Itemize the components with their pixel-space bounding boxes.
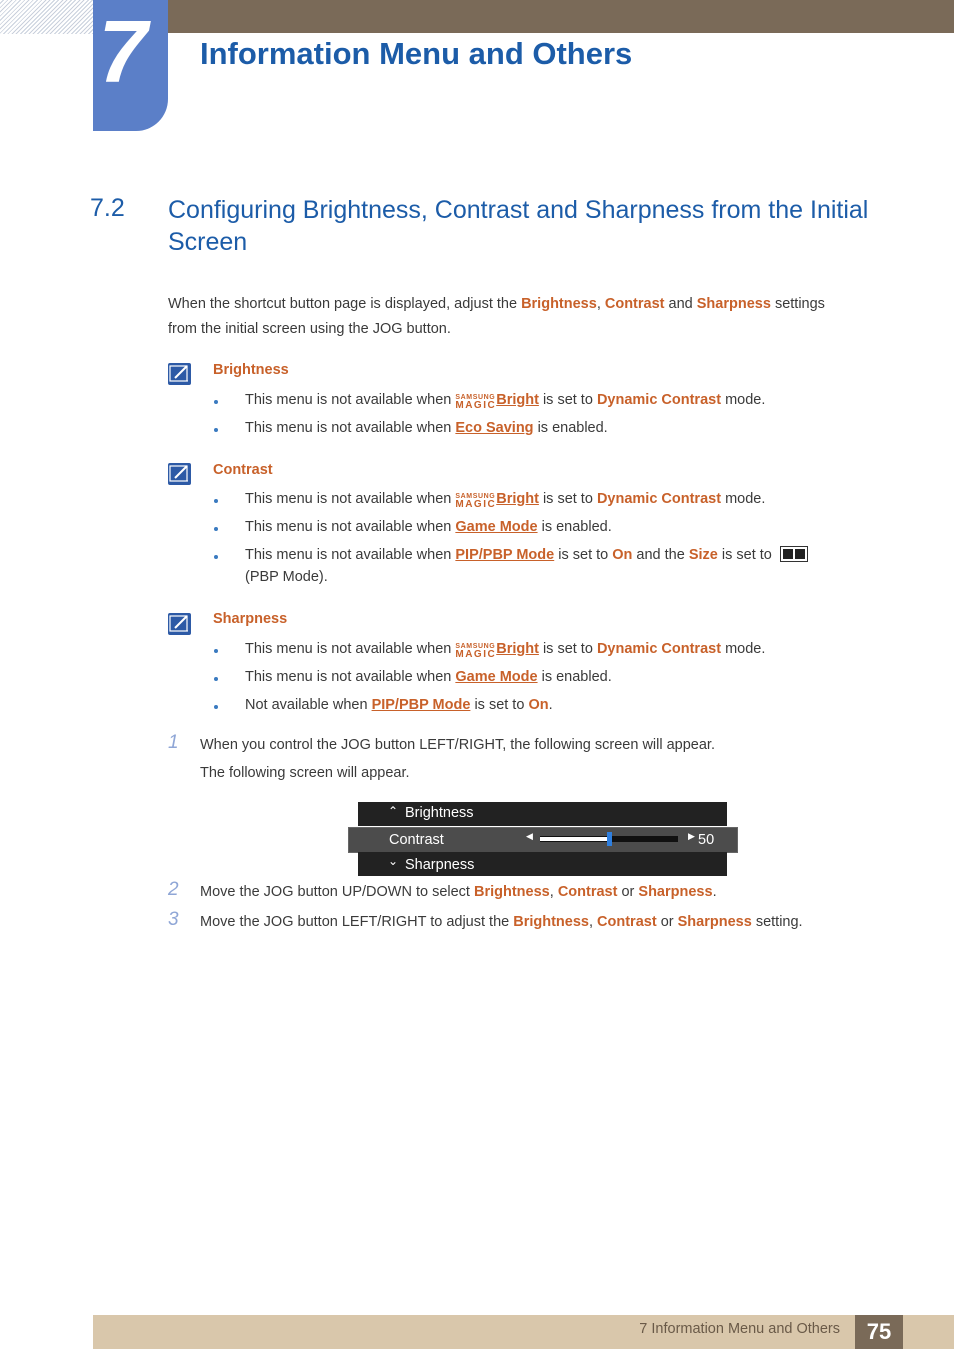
bullet-text: is enabled. [541, 669, 612, 685]
value-size: Size [688, 547, 718, 563]
osd-row-brightness[interactable] [358, 802, 727, 826]
left-arrow-icon[interactable]: ◀ [526, 831, 533, 841]
step-text-part: or [660, 914, 674, 930]
note-bullet [245, 517, 612, 537]
link-pip-pbp-mode[interactable]: PIP/PBP Mode [455, 547, 555, 563]
bullet-text: is set to [542, 641, 593, 657]
slider-fill [540, 837, 609, 841]
comma: , [588, 914, 594, 930]
osd-label: Sharpness [405, 857, 475, 873]
term-brightness: Brightness [474, 884, 550, 900]
bullet-text: is set to [558, 547, 609, 563]
value-dynamic-contrast: Dynamic Contrast [596, 392, 722, 408]
bullet-text: This menu is not available when [245, 491, 452, 507]
bullet-text: This menu is not available when [245, 669, 452, 685]
step-text-part: . [712, 884, 717, 900]
bullet [214, 705, 218, 709]
term-sharpness: Sharpness [638, 884, 713, 900]
note-icon [168, 463, 191, 485]
chevron-up-icon: ⌃ [388, 804, 399, 818]
link-game-mode[interactable]: Game Mode [455, 669, 538, 685]
osd-row-contrast[interactable] [348, 827, 738, 853]
intro-text: and [668, 296, 693, 312]
bullet-text: This menu is not available when [245, 547, 452, 563]
bullet-text: This menu is not available when [245, 641, 452, 657]
note-icon [168, 363, 191, 385]
step-number: 3 [168, 909, 179, 930]
bullet-continuation: (PBP Mode). [245, 569, 328, 585]
link-game-mode[interactable]: Game Mode [455, 519, 538, 535]
note-title-contrast: Contrast [213, 462, 273, 478]
bullet [214, 649, 218, 653]
note-bullet [245, 545, 808, 565]
osd-label: Contrast [389, 832, 444, 848]
right-arrow-icon[interactable]: ▶ [688, 831, 695, 841]
page-number: 75 [855, 1315, 903, 1349]
term-sharpness: Sharpness [696, 296, 771, 312]
note-title-sharpness: Sharpness [213, 611, 288, 627]
footer-chapter-label: 7 Information Menu and Others [639, 1321, 840, 1337]
bullet-text: mode. [725, 641, 766, 657]
note-bullet [245, 695, 553, 715]
section-title: Configuring Brightness, Contrast and Sharpness from the Initial Screen [168, 196, 869, 256]
step-text-part: or [621, 884, 635, 900]
step-text: When you control the JOG button LEFT/RIGHT, the following screen will appear. [200, 737, 715, 753]
section-number: 7.2 [90, 194, 125, 222]
bullet-text: mode. [725, 392, 766, 408]
link-pip-pbp-mode[interactable]: PIP/PBP Mode [371, 697, 471, 713]
step-number: 1 [168, 732, 179, 753]
note-bullet [245, 390, 765, 410]
bullet-text: mode. [725, 491, 766, 507]
link-bright[interactable]: Bright [496, 641, 539, 657]
intro-text: settings [774, 296, 825, 312]
bullet [214, 677, 218, 681]
pbp-mode-icon [780, 546, 808, 562]
chevron-down-icon: ⌄ [388, 854, 399, 868]
bullet-text: is enabled. [541, 519, 612, 535]
bullet-text: This menu is not available when [245, 392, 452, 408]
bullet [214, 555, 218, 559]
step-subtext: The following screen will appear. [200, 765, 410, 781]
step-text-part: Move the JOG button UP/DOWN to select [200, 884, 470, 900]
magic-logo: SAMSUNG MAGIC [455, 394, 497, 411]
bullet-text: This menu is not available when [245, 519, 452, 535]
bullet-text: . [548, 697, 553, 713]
note-bullet [245, 667, 612, 687]
value-dynamic-contrast: Dynamic Contrast [596, 491, 722, 507]
step-number: 2 [168, 879, 179, 900]
term-brightness: Brightness [521, 296, 597, 312]
link-bright[interactable]: Bright [496, 392, 539, 408]
magic-logo: SAMSUNG MAGIC [455, 493, 497, 510]
intro-text: When the shortcut button page is displayed, adjust the [168, 296, 518, 312]
chapter-title: Information Menu and Others [200, 36, 633, 71]
value-on: On [612, 547, 633, 563]
bullet-text: is set to [542, 392, 593, 408]
bullet-text: is set to [542, 491, 593, 507]
term-contrast: Contrast [597, 914, 657, 930]
note-icon [168, 613, 191, 635]
bullet [214, 400, 218, 404]
term-contrast: Contrast [604, 296, 665, 312]
magic-logo: SAMSUNG MAGIC [455, 643, 497, 660]
bullet-text: This menu is not available when [245, 420, 452, 436]
value-dynamic-contrast: Dynamic Contrast [596, 641, 722, 657]
term-contrast: Contrast [557, 884, 618, 900]
comma: , [596, 296, 601, 312]
step-text [200, 914, 803, 930]
osd-value: 50 [698, 832, 715, 848]
bullet [214, 499, 218, 503]
bullet-text: is set to [721, 547, 772, 563]
step-text-part: setting. [755, 914, 803, 930]
value-on: On [528, 697, 549, 713]
header-bar [168, 0, 954, 33]
bullet-text: is enabled. [537, 420, 608, 436]
bullet-text: is set to [474, 697, 525, 713]
bullet-text: Not available when [245, 697, 368, 713]
link-eco-saving[interactable]: Eco Saving [455, 420, 534, 436]
header-hatch [0, 0, 93, 34]
comma: , [549, 884, 554, 900]
slider-knob[interactable] [607, 832, 612, 846]
term-brightness: Brightness [513, 914, 589, 930]
intro-paragraph [168, 292, 888, 342]
contrast-slider[interactable] [540, 836, 678, 842]
intro-text: from the initial screen using the JOG button. [168, 321, 451, 337]
link-bright[interactable]: Bright [496, 491, 539, 507]
step-text [200, 884, 717, 900]
chapter-number: 7 [98, 2, 148, 101]
note-bullet [245, 639, 765, 659]
bullet-text: and the [636, 547, 685, 563]
note-bullet [245, 418, 608, 438]
bullet [214, 428, 218, 432]
step-text-part: Move the JOG button LEFT/RIGHT to adjust the [200, 914, 510, 930]
bullet [214, 527, 218, 531]
term-sharpness: Sharpness [677, 914, 752, 930]
osd-label: Brightness [405, 805, 474, 821]
note-bullet [245, 489, 765, 509]
osd-row-sharpness[interactable] [358, 852, 727, 876]
note-title-brightness: Brightness [213, 362, 289, 378]
